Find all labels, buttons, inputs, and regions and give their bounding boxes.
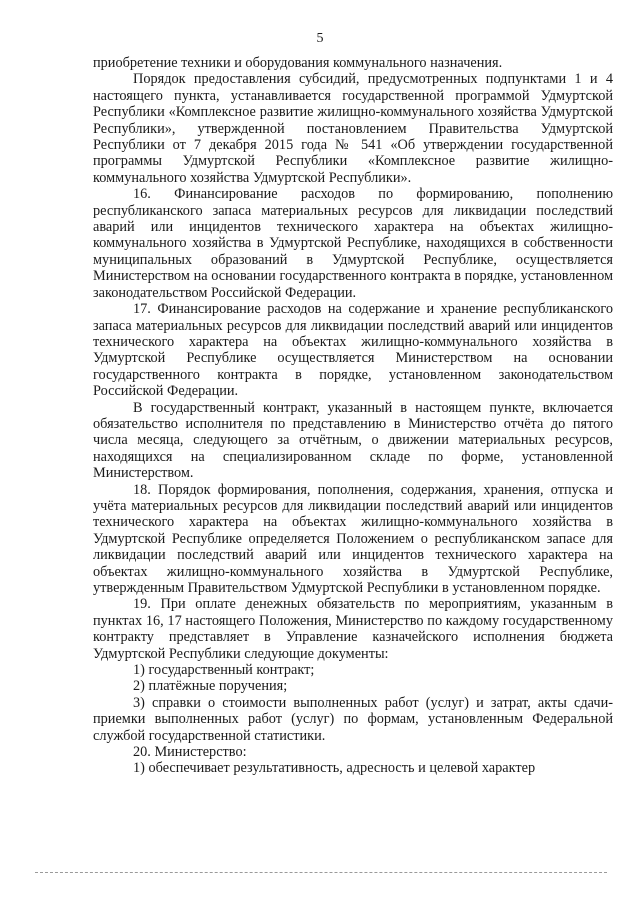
list-item-payment-orders: 2) платёжные поручения; — [133, 678, 288, 695]
bottom-divider — [35, 872, 607, 873]
list-item-contract: 1) государственный контракт; — [133, 662, 315, 679]
paragraph-20-ministry: 20. Министерство: — [133, 744, 247, 761]
paragraph-subsidy-procedure: Порядок предоставления субсидий, предусмотренных подпунктами 1 и 4 настоящего пункта, устанавливается государственной программой Удмуртской Республики «Комплексное развитие жилищно-коммунального хозяйства Удмуртской Республики», утвержденной постановлением Правительства Удмуртской Республики от 7 декабря 2015 года № 541 «Об утверждении государственной программы Удмуртской Республики «Комплексное развитие жилищно-коммунального хозяйства Удмуртской Республики». — [93, 71, 613, 186]
paragraph-18-reserve-procedure: 18. Порядок формирования, пополнения, содержания, хранения, отпуска и учёта материальных ресурсов для ликвидации последствий аварий или инцидентов технического характера на объектах жилищно-коммунального хозяйства в Удмуртской Республике определяется Положением о республиканском запасе для ликвидации последствий аварий или инцидентов технического характера на объектах жилищно-коммунального хозяйства в Удмуртской Республике, утвержденным Правительством Удмуртской Республики в установленном порядке. — [93, 481, 613, 596]
paragraph-contract-obligation: В государственный контракт, указанный в настоящем пункте, включается обязательство исполнителя по представлению в Министерство отчёта до пятого числа месяца, следующего за отчётным, о движении материальных ресурсов, находящихся на специализированном складе по форме, установленной Министерством. — [93, 399, 613, 482]
list-item-ensures-effectiveness: 1) обеспечивает результативность, адресность и целевой характер — [133, 760, 536, 777]
list-item-cost-certificates: 3) справки о стоимости выполненных работ (услуг) и затрат, акты сдачи-приемки выполненных работ (услуг) по формам, установленным Федеральной службой государственной статистики. — [93, 694, 613, 744]
paragraph-16-financing-formation: 16. Финансирование расходов по формированию, пополнению республиканского запаса материальных ресурсов для ликвидации последствий аварий или инцидентов технического характера на объектах жилищно-коммунального хозяйства в Удмуртской Республике, находящихся в собственности муниципальных образований в Удмуртской Республике, осуществляется Министерством на основании государственного контракта в порядке, установленном законодательством Российской Федерации. — [93, 186, 613, 301]
paragraph-17-financing-storage: 17. Финансирование расходов на содержание и хранение республиканского запаса материальных ресурсов для ликвидации последствий аварий или инцидентов технического характера на объектах жилищно-коммунального хозяйства в Удмуртской Республике осуществляется Министерством на основании государственного контракта в порядке, установленном законодательством Российской Федерации. — [93, 301, 613, 400]
paragraph-19-payment-documents: 19. При оплате денежных обязательств по мероприятиям, указанным в пунктах 16, 17 настоящего Положения, Министерство по каждому государственному контракту представляет в Управление казначейского исполнения бюджета Удмуртской Республики следующие документы: — [93, 596, 613, 662]
paragraph-equipment: приобретение техники и оборудования коммунального назначения. — [93, 55, 503, 71]
document-body — [93, 55, 613, 777]
page-number: 5 — [316, 31, 324, 46]
